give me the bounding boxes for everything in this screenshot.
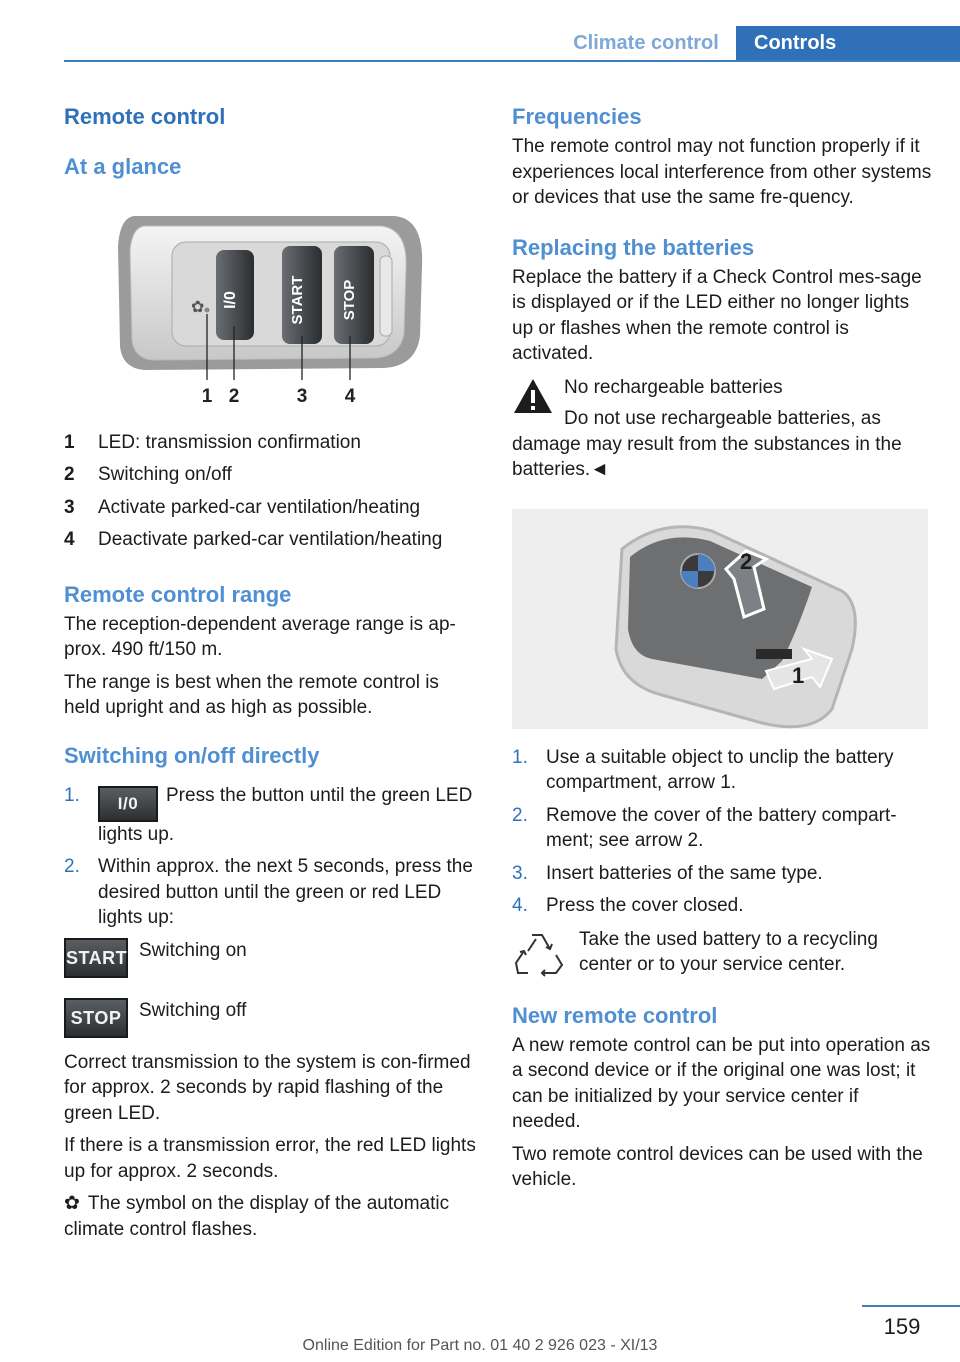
recycle-icon [512, 927, 566, 981]
new-remote-paragraph-1: A new remote control can be put into operation as a second device or if the original one was lost; it can be initialized by your service center if needed. [512, 1034, 931, 1132]
stop-key-icon: STOP [64, 998, 128, 1038]
warning-body: Do not use rechargeable batteries, as damage may result from the substances in the batteries.◄ [512, 408, 902, 480]
step-item: 1. Use a suitable object to unclip the battery compartment, arrow 1. [512, 746, 894, 793]
fan-icon: ✿ [64, 1192, 80, 1215]
figure-callout-3: 3 [296, 386, 308, 407]
battery-replacement-illustration [512, 509, 928, 729]
start-option: START Switching on [64, 938, 478, 978]
warning-triangle-icon [512, 377, 554, 415]
figure-legend [64, 430, 478, 560]
right-column [512, 100, 932, 1193]
step-item: 1. I/0 Press the button until the green LED lights up. [64, 784, 473, 845]
battery-figure [512, 509, 928, 729]
step-item: 4. Press the cover closed. [512, 895, 744, 916]
edition-note: Online Edition for Part no. 01 40 2 926 023 - XI/13 [302, 1337, 658, 1354]
footer-rule [862, 1305, 960, 1307]
heading-replacing-batteries: Replacing the batteries [512, 234, 755, 260]
figure-callout-4: 4 [344, 386, 356, 407]
warning-title: No rechargeable batteries [564, 376, 783, 398]
figure-arrow-1-label: 1 [792, 662, 805, 688]
heading-frequencies: Frequencies [512, 104, 642, 129]
legend-item: 3 Activate parked-car ventilation/heating [64, 496, 421, 518]
header-chapter-tab: Controls [736, 26, 960, 62]
figure-arrow-2-label: 2 [740, 548, 753, 574]
remote-control-illustration [64, 206, 478, 416]
legend-item: 1 LED: transmission confirmation [64, 432, 361, 453]
step-item: 3. Insert batteries of the same type. [512, 862, 823, 884]
heading-switching-direct: Switching on/off directly [64, 742, 320, 768]
warning-block [512, 375, 932, 401]
page-number: 159 [883, 1314, 921, 1339]
error-paragraph: If there is a transmission error, the red LED lights up for approx. 2 seconds. [64, 1135, 476, 1182]
legend-item: 4 Deactivate parked-car ventilation/heating [64, 529, 443, 551]
heading-new-remote: New remote control [512, 1002, 718, 1028]
svg-text:✿: ✿ [191, 297, 205, 316]
figure-button-start: START [289, 275, 306, 325]
new-remote-paragraph-2: Two remote control devices can be used with the vehicle. [512, 1143, 923, 1190]
confirm-paragraph: Correct transmission to the system is con‐firmed for approx. 2 seconds by rapid flashing of the green LED. [64, 1051, 471, 1124]
heading-remote-range: Remote control range [64, 581, 292, 607]
start-key-icon: START [64, 938, 128, 978]
battery-paragraph: Replace the battery if a Check Control mes‐sage is displayed or if the LED either no longer lights up or flashes when the remote control is activated. [512, 266, 922, 364]
figure-button-stop: STOP [341, 279, 358, 321]
figure-callout-1: 1 [201, 386, 213, 407]
step-item: 2. Within approx. the next 5 seconds, press the desired button until the green or red LED lights up: [64, 856, 473, 929]
frequencies-paragraph: The remote control may not function properly if it experiences local interference from other systems or devices that use the same fre‐quency. [512, 136, 932, 208]
figure-button-io: I/0 [222, 291, 239, 309]
remote-control-figure [64, 206, 478, 416]
header-section-tab: Climate control [573, 32, 719, 54]
battery-steps [512, 745, 932, 919]
range-paragraph-2: The range is best when the remote control is held upright and as high as possible. [64, 671, 439, 719]
legend-item: 2 Switching on/off [64, 464, 232, 486]
subsection-at-a-glance: At a glance [64, 154, 182, 179]
io-key-icon: I/0 [98, 786, 158, 822]
header-rule [64, 60, 960, 62]
direct-steps [64, 783, 478, 931]
recycle-note: Take the used battery to a recycling center or to your service center. [512, 927, 932, 981]
symbol-paragraph: ✿ The symbol on the display of the automatic climate control flashes. [64, 1192, 450, 1240]
range-paragraph-1: The reception-dependent average range is ap‐prox. 490 ft/150 m. [64, 613, 456, 661]
step-item: 2. Remove the cover of the battery compart‐ment; see arrow 2. [512, 804, 897, 851]
stop-option: STOP Switching off [64, 998, 478, 1038]
section-title: Remote control [64, 104, 226, 129]
left-column [64, 100, 478, 1242]
figure-callout-2: 2 [228, 386, 240, 407]
